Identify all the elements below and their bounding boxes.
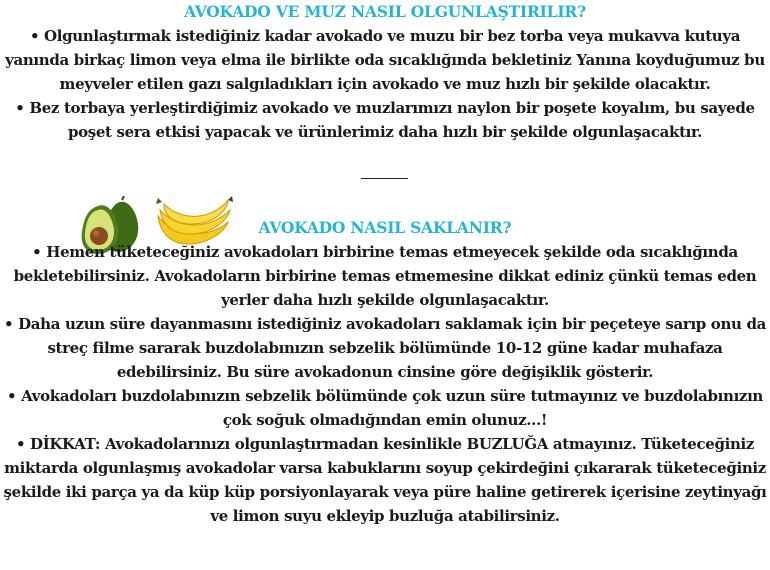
ripening-paragraph-2: • Bez torbaya yerleştirdiğimiz avokado ve muzlarımızı naylon bir poşete koyalım, bu sayede poşet sera etkisi yapacak ve ürünlerimiz daha hızlı bir şekilde olgunlaşacaktır. — [15, 99, 755, 141]
ripening-title: AVOKADO VE MUZ NASIL OLGUNLAŞTIRILIR? — [184, 2, 586, 21]
ripening-paragraph-1: • Olgunlaştırmak istediğiniz kadar avokado ve muzu bir bez torba veya mukavva kutuya yanında birkaç limon veya elma ile birlikte oda sıcaklığında bekletiniz Yanına koyduğumuz bu meyveler etilen gazı salgıladıkları için avokado ve muz hızlı bir şekilde olacaktır. — [5, 27, 765, 93]
ripening-section — [0, 0, 770, 144]
storage-paragraph-2: • Daha uzun süre dayanmasını istediğiniz avokadoları saklamak için bir peçeteye sarıp onu da streç filme sararak buzdolabınızın sebzelik bölümünde 10-12 güne kadar muhafaza edebilirsiniz. Bu süre avokadonun cinsine göre değişiklik gösterir. — [4, 315, 766, 381]
storage-paragraph-4: • DİKKAT: Avokadolarınızı olgunlaştırmadan kesinlikle BUZLUĞA atmayınız. Tüketeceğiniz miktarda olgunlaşmış avokadolar varsa kabuklarını soyup çekirdeğini çıkararak tüketeceğiniz şekilde iki parça ya da küp küp porsiyonlayarak veya püre haline getirerek içerisine zeytinyağı ve limon suyu ekleyip buzluğa atabilirsiniz. — [3, 435, 767, 525]
storage-paragraph-1: • Hemen tüketeceğiniz avokadoları birbirine temas etmeyecek şekilde oda sıcaklığında bekletebilirsiniz. Avokadoların birbirine temas etmemesine dikkat ediniz çünkü temas eden yerler daha hızlı şekilde olgunlaşacaktır. — [13, 243, 757, 309]
storage-section — [0, 216, 770, 528]
storage-paragraph-3: • Avokadoları buzdolabınızın sebzelik bölümünde çok uzun süre tutmayınız ve buzdolabınızın çok soğuk olmadığından emin olunuz...! — [6, 387, 763, 429]
storage-title: AVOKADO NASIL SAKLANIR? — [258, 218, 512, 237]
section-divider — [361, 178, 408, 179]
